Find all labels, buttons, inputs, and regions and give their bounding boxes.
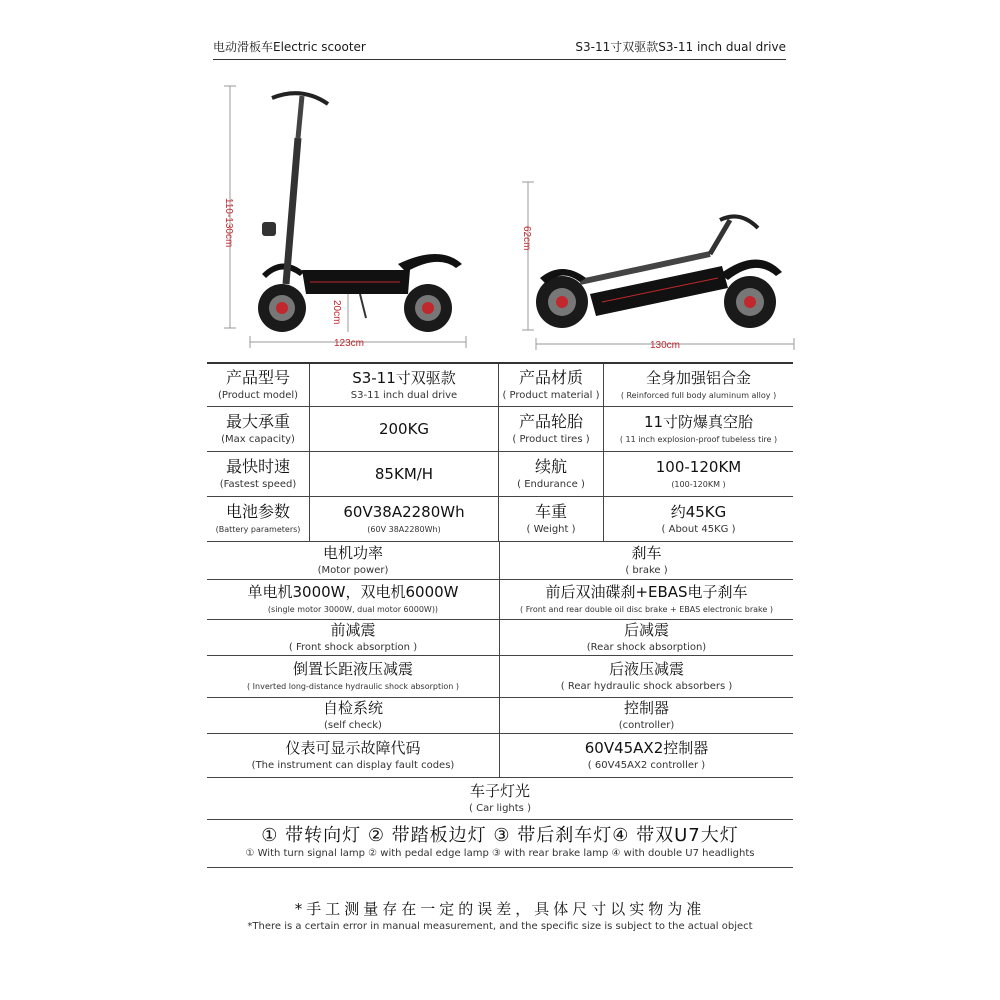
note-zh: *手工测量存在一定的误差，具体尺寸以实物为准 [294,900,706,918]
length-label: 123cm [334,338,365,349]
spec-row-motor-brake-label [207,542,793,580]
front-shock-label-cell [207,620,500,655]
selfcheck-value-en: (The instrument can display fault codes) [251,760,455,771]
endurance-value-en: (100-120KM ) [671,479,726,489]
rear-shock-value-cell [500,656,793,697]
tires-value-cell [604,407,793,451]
note-en: *There is a certain error in manual measurement, and the specific size is subject to the actual object [247,921,753,932]
motor-label-cell [207,542,500,579]
lights-value-en: ① With turn signal lamp ② with pedal edge lamp ③ with rear brake lamp ④ with double U7 headlights [245,848,755,859]
selfcheck-label-cell [207,698,500,733]
spec-row-capacity [207,407,793,452]
scooter-diagram [210,78,800,358]
brake-value-cell [500,580,793,619]
deck-height-label: 20cm [331,300,342,325]
spec-row-shock-value [207,656,793,698]
motor-label-en: (Motor power) [317,565,389,576]
controller-value-cell [500,734,793,777]
selfcheck-value: 仪表可显示故障代码 [285,739,421,757]
rear-shock-value: 后液压减震 [608,660,684,678]
speed-value-cell [310,452,499,496]
endurance-value: 100-120KM [655,457,742,476]
spec-row-selfcheck-value [207,734,793,778]
weight-value-en: ( About 45KG ) [661,523,736,535]
weight-label-cell [499,497,604,541]
speed-label: 最快时速 [225,456,290,476]
folded-height-dimension [522,182,534,330]
endurance-label: 续航 [534,456,567,476]
battery-value-en: (60V 38A2280Wh) [367,524,441,534]
folded-length-label: 130cm [650,340,681,351]
rear-shock-label-en: (Rear shock absorption) [586,642,707,653]
tires-label: 产品轮胎 [518,411,583,431]
model-label-cell [207,364,310,406]
scooter-figure [210,78,800,358]
tires-label-cell [499,407,604,451]
spec-row-motor-brake-value [207,580,793,620]
weight-label: 车重 [534,501,567,521]
controller-label: 控制器 [623,699,669,717]
endurance-value-cell [604,452,793,496]
front-shock-value-cell [207,656,500,697]
weight-value-cell [604,497,793,541]
speed-value: 85KM/H [374,465,434,483]
controller-value: 60V45AX2控制器 [584,739,709,757]
front-shock-value-en: ( Inverted long-distance hydraulic shock absorption ) [247,682,459,691]
capacity-value-cell [310,407,499,451]
lights-value-cell [207,820,793,867]
spec-row-lights-value [207,820,793,868]
controller-label-en: (controller) [618,720,675,731]
lights-label-cell [207,778,793,819]
motor-value-cell [207,580,500,619]
motor-label: 电机功率 [322,544,383,562]
speed-label-cell [207,452,310,496]
speed-label-en: (Fastest speed) [219,478,297,490]
model-value-en: S3-11 inch dual drive [350,389,458,401]
battery-value: 60V38A2280Wh [343,502,465,521]
capacity-label: 最大承重 [225,411,290,431]
front-shock-label: 前减震 [330,621,376,639]
controller-label-cell [500,698,793,733]
brake-label: 刹车 [631,544,662,562]
page-header [213,38,786,60]
brake-label-en: ( brake ) [625,565,668,576]
tires-label-en: ( Product tires ) [512,433,590,445]
endurance-label-cell [499,452,604,496]
spec-table [207,362,793,868]
battery-label: 电池参数 [225,501,290,521]
brake-value-en: ( Front and rear double oil disc brake + EBAS electronic brake ) [520,605,773,614]
folded-height-label: 62cm [521,226,532,251]
scooter-upright-image [258,93,462,332]
spec-row-lights-label [207,778,793,820]
model-value: S3-11寸双驱款 [352,368,456,387]
battery-value-cell [310,497,499,541]
spec-row-selfcheck-label [207,698,793,734]
model-label: 产品型号 [225,367,290,387]
motor-value-en: (single motor 3000W, dual motor 6000W)) [267,605,439,614]
lights-label: 车子灯光 [469,782,530,800]
scooter-folded-image [536,216,782,328]
battery-label-en: (Battery parameters) [215,524,301,534]
brake-value: 前后双油碟刹+EBAS电子刹车 [545,583,748,601]
controller-value-en: ( 60V45AX2 controller ) [587,760,706,771]
weight-label-en: ( Weight ) [526,523,576,535]
material-value-cell [604,364,793,406]
tires-value: 11寸防爆真空胎 [643,412,754,431]
brake-label-cell [500,542,793,579]
endurance-label-en: ( Endurance ) [517,478,585,490]
selfcheck-label-en: (self check) [324,720,382,731]
selfcheck-value-cell [207,734,500,777]
rear-shock-label: 后减震 [623,621,669,639]
material-label: 产品材质 [518,367,583,387]
weight-value: 约45KG [670,502,727,521]
lights-value: ① 带转向灯 ② 带踏板边灯 ③ 带后刹车灯④ 带双U7大灯 [261,825,739,846]
motor-value: 单电机3000W，双电机6000W [247,583,459,601]
material-value-en: ( Reinforced full body aluminum alloy ) [620,390,777,400]
rear-shock-value-en: ( Rear hydraulic shock absorbers ) [560,681,733,692]
capacity-label-cell [207,407,310,451]
header-model: S3-11寸双驱款S3-11 inch dual drive [575,40,786,54]
spec-row-model [207,362,793,407]
tires-value-en: ( 11 inch explosion-proof tubeless tire ) [619,434,778,444]
front-shock-label-en: ( Front shock absorption ) [288,642,418,653]
spec-row-shock-label [207,620,793,656]
lights-label-en: ( Car lights ) [469,803,531,814]
model-label-en: (Product model) [217,389,299,401]
model-value-cell [310,364,499,406]
rear-shock-label-cell [500,620,793,655]
capacity-value: 200KG [378,420,430,438]
selfcheck-label: 自检系统 [322,699,383,717]
material-label-cell [499,364,604,406]
header-product-type: 电动滑板车Electric scooter [213,40,366,54]
battery-label-cell [207,497,310,541]
material-value: 全身加强铝合金 [645,368,751,387]
spec-row-speed [207,452,793,497]
front-shock-value: 倒置长距液压减震 [292,660,413,678]
spec-row-battery [207,497,793,542]
material-label-en: ( Product material ) [502,389,600,401]
capacity-label-en: (Max capacity) [221,433,295,445]
measurement-note [207,900,793,933]
height-label: 110-130cm [223,198,234,248]
